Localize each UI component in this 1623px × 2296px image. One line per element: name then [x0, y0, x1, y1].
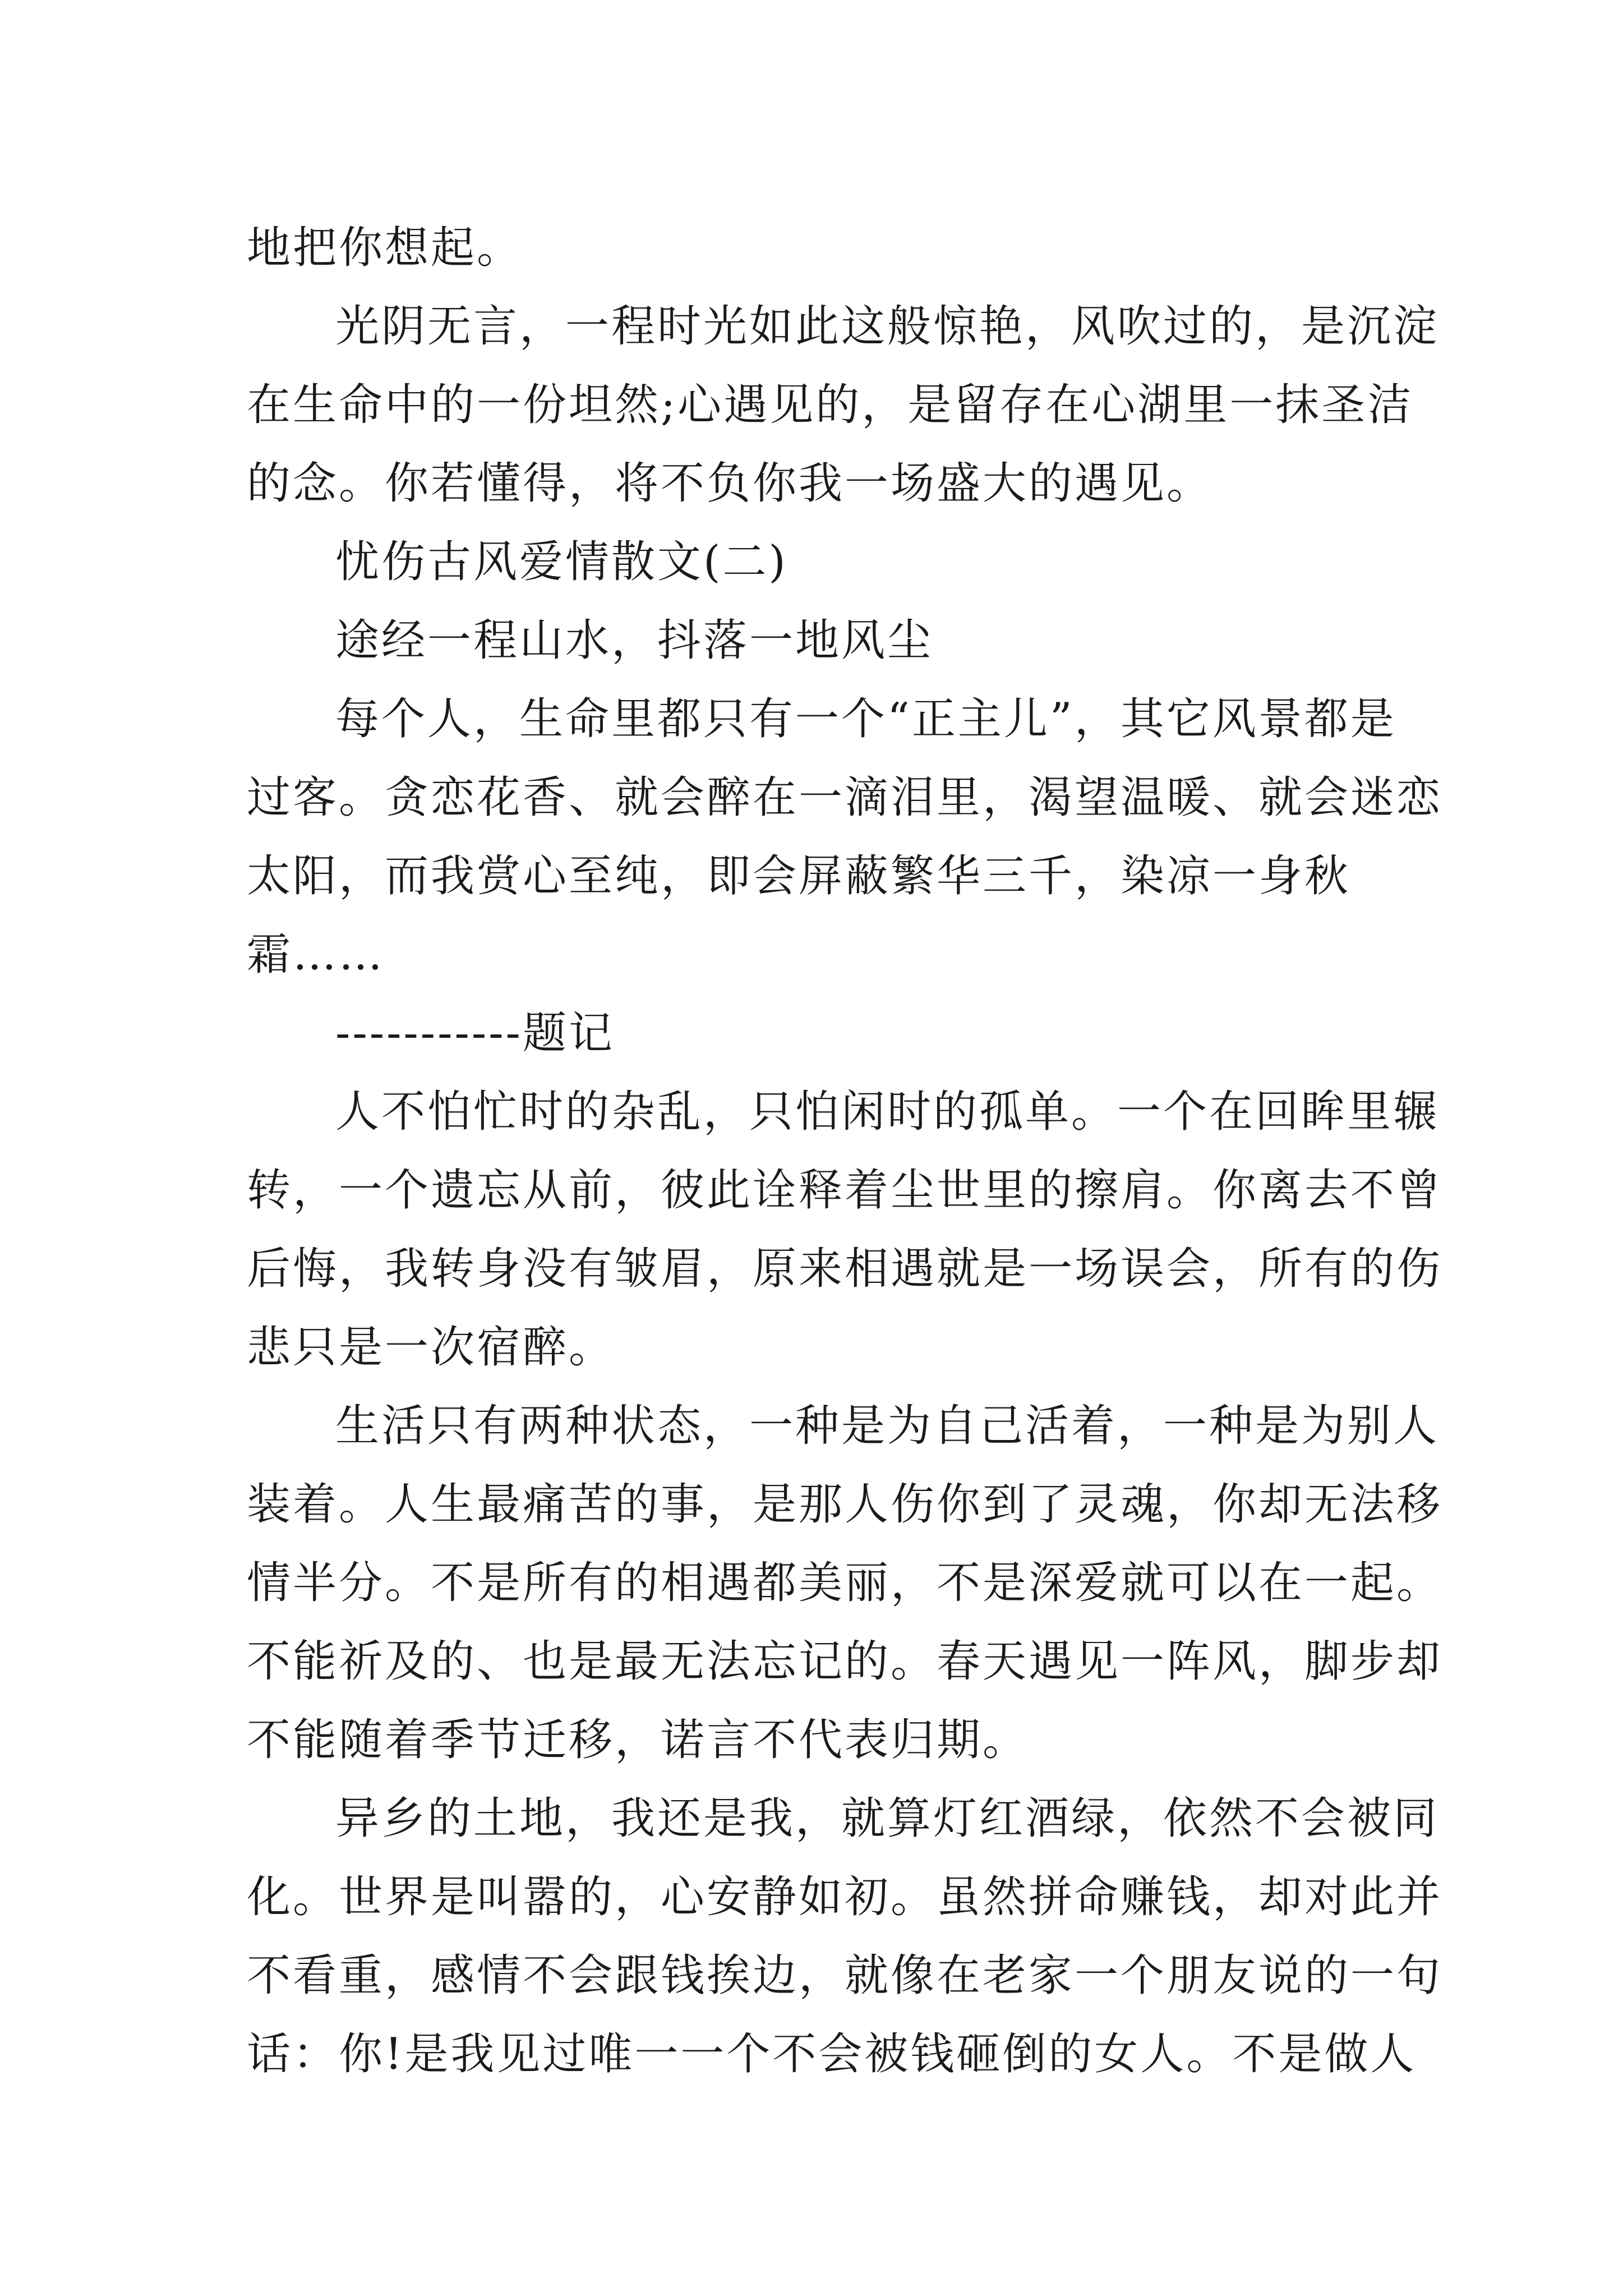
text-line: 光阴无言，一程时光如此这般惊艳，风吹过的，是沉淀: [335, 301, 1440, 352]
text-line: 转，一个遗忘从前，彼此诠释着尘世里的擦肩。你离去不曾: [247, 1165, 1443, 1216]
text-line: 地把你想起。: [247, 223, 523, 273]
text-line: 话：你!是我见过唯一一个不会被钱砸倒的女人。不是做人: [247, 2029, 1417, 2079]
text-line: 每个人，生命里都只有一个“正主儿”，其它风景都是: [335, 694, 1396, 744]
text-line: 霜……: [247, 930, 385, 980]
body-text: [247, 209, 1443, 2093]
text-line: 不能祈及的、也是最无法忘记的。春天遇见一阵风，脚步却: [247, 1636, 1443, 1687]
text-line: 途经一程山水，抖落一地风尘: [335, 615, 934, 666]
text-line: 忧伤古风爱情散文(二): [335, 537, 788, 587]
text-line: 太阳，而我赏心至纯，即会屏蔽繁华三千，染凉一身秋: [247, 851, 1351, 901]
text-line: 的念。你若懂得，将不负你我一场盛大的遇见。: [247, 458, 1213, 509]
text-line: 装着。人生最痛苦的事，是那人伤你到了灵魂，你却无法移: [247, 1479, 1443, 1530]
text-line: 不看重，感情不会跟钱挨边，就像在老家一个朋友说的一句: [247, 1950, 1443, 2001]
text-line: 化。世界是叫嚣的，心安静如初。虽然拼命赚钱，却对此并: [247, 1872, 1443, 1922]
text-line: 人不怕忙时的杂乱，只怕闲时的孤单。一个在回眸里辗: [335, 1087, 1440, 1137]
text-line: 后悔，我转身没有皱眉，原来相遇就是一场误会，所有的伤: [247, 1244, 1443, 1294]
text-line: 异乡的土地，我还是我，就算灯红酒绿，依然不会被同: [335, 1793, 1440, 1844]
text-line: 过客。贪恋花香、就会醉在一滴泪里，渴望温暖、就会迷恋: [247, 772, 1443, 823]
text-line: 在生命中的一份坦然;心遇见的，是留存在心湖里一抹圣洁: [247, 380, 1414, 430]
text-line: 生活只有两种状态，一种是为自己活着，一种是为别人: [335, 1401, 1440, 1451]
text-line: 不能随着季节迁移，诺言不代表归期。: [247, 1715, 1029, 1765]
text-line: -----------题记: [335, 1008, 615, 1059]
text-line: 情半分。不是所有的相遇都美丽，不是深爱就可以在一起。: [247, 1558, 1443, 1608]
text-line: 悲只是一次宿醉。: [247, 1322, 615, 1373]
